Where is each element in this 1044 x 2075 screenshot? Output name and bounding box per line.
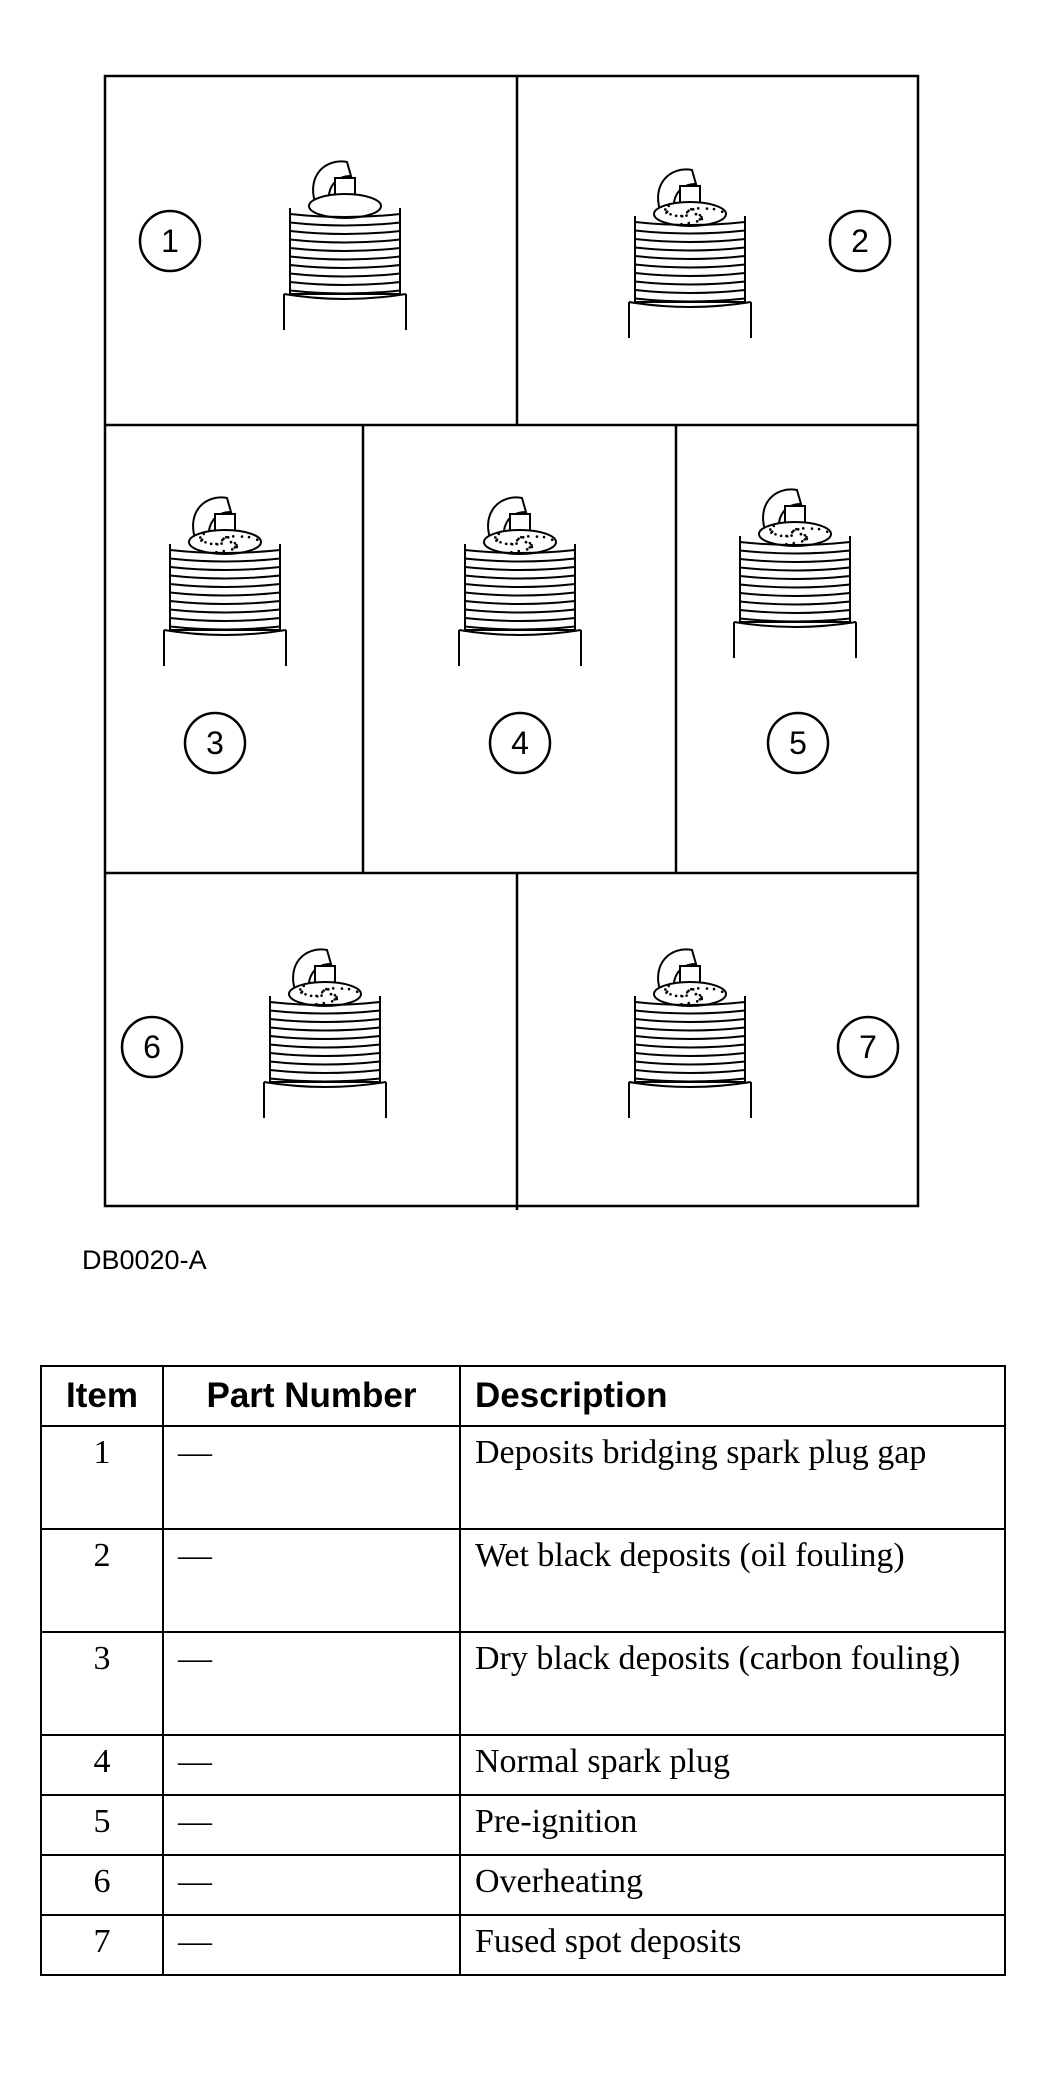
callout-number: 7 xyxy=(859,1029,877,1065)
table-row xyxy=(41,1735,1005,1795)
row-item: 5 xyxy=(41,1795,163,1855)
row-description: Fused spot deposits xyxy=(460,1915,1005,1975)
figure-code: DB0020-A xyxy=(82,1245,207,1275)
row-item: 6 xyxy=(41,1855,163,1915)
table-row xyxy=(41,1855,1005,1915)
figure-frame xyxy=(105,76,918,1206)
row-description: Dry black deposits (carbon fouling) xyxy=(460,1632,1005,1735)
row-item: 7 xyxy=(41,1915,163,1975)
row-part-number: — xyxy=(163,1632,460,1735)
row-description: Pre-ignition xyxy=(460,1795,1005,1855)
row-item: 1 xyxy=(41,1426,163,1529)
callout-number: 2 xyxy=(851,223,869,259)
spark-plug-illustration xyxy=(629,949,751,1118)
row-description: Overheating xyxy=(460,1855,1005,1915)
callout-number: 1 xyxy=(161,223,179,259)
table-row xyxy=(41,1426,1005,1529)
table-row xyxy=(41,1915,1005,1975)
row-item: 2 xyxy=(41,1529,163,1632)
row-part-number: — xyxy=(163,1795,460,1855)
parts-table xyxy=(40,1365,1006,1976)
row-item: 4 xyxy=(41,1735,163,1795)
row-part-number: — xyxy=(163,1915,460,1975)
row-description: Wet black deposits (oil fouling) xyxy=(460,1529,1005,1632)
spark-plug-illustration xyxy=(284,161,406,330)
spark-plug-illustration xyxy=(734,489,856,658)
row-description: Normal spark plug xyxy=(460,1735,1005,1795)
spark-plug-illustration xyxy=(264,949,386,1118)
row-description: Deposits bridging spark plug gap xyxy=(460,1426,1005,1529)
callout-number: 4 xyxy=(511,725,529,761)
header-part-number: Part Number xyxy=(163,1366,460,1426)
table-row xyxy=(41,1529,1005,1632)
table-header-row xyxy=(41,1366,1005,1426)
table-row xyxy=(41,1632,1005,1735)
row-part-number: — xyxy=(163,1426,460,1529)
header-item: Item xyxy=(41,1366,163,1426)
row-part-number: — xyxy=(163,1855,460,1915)
table-row xyxy=(41,1795,1005,1855)
spark-plug-illustration xyxy=(629,169,751,338)
row-part-number: — xyxy=(163,1735,460,1795)
callout-number: 6 xyxy=(143,1029,161,1065)
spark-plug-illustration xyxy=(459,497,581,666)
callout-number: 5 xyxy=(789,725,807,761)
row-part-number: — xyxy=(163,1529,460,1632)
row-item: 3 xyxy=(41,1632,163,1735)
spark-plug-illustration xyxy=(164,497,286,666)
header-description: Description xyxy=(460,1366,1005,1426)
callout-number: 3 xyxy=(206,725,224,761)
